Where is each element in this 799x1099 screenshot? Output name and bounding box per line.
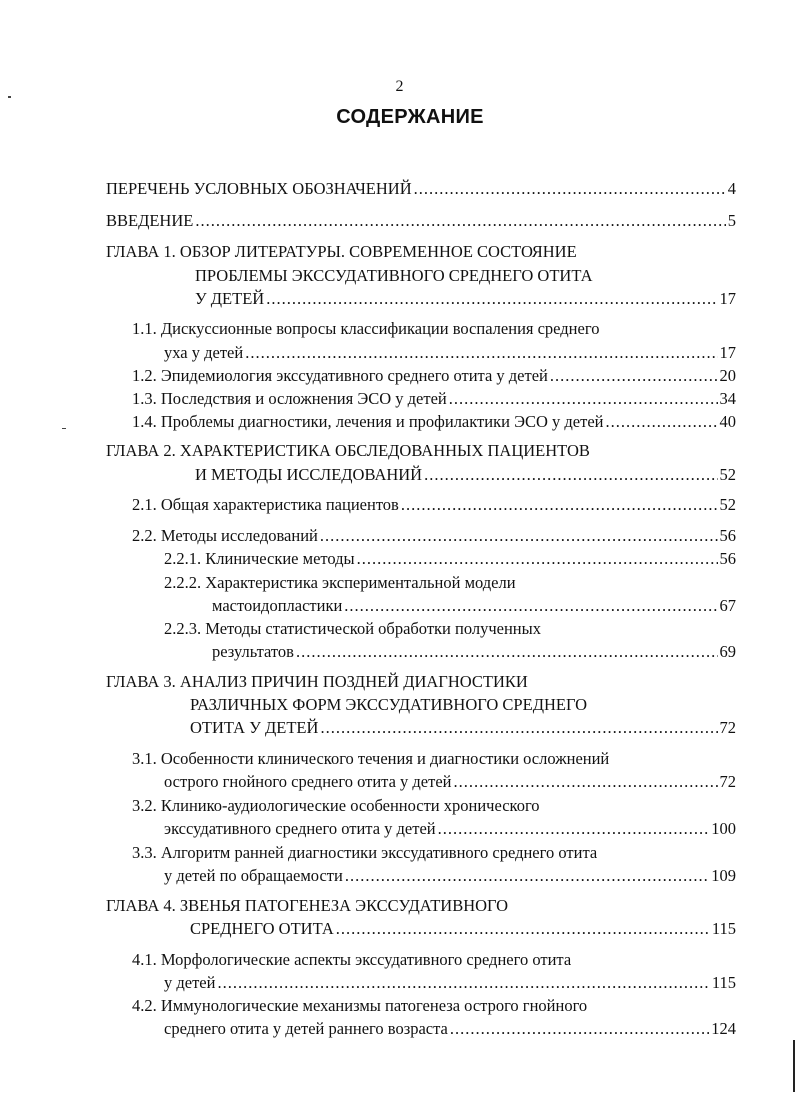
dot-leader [438, 818, 710, 840]
toc-section-2-2-2-line-1: 2.2.2. Характеристика экспериментальной модели [164, 573, 516, 592]
toc-entry-section-2-2-2[interactable]: мастоидопластики ..... 67 [212, 595, 736, 617]
dot-leader [320, 525, 718, 547]
toc-entry-chapter-4[interactable]: СРЕДНЕГО ОТИТА ..... 115 [190, 918, 736, 940]
dot-leader [449, 388, 718, 410]
scan-edge-mark [793, 1040, 795, 1092]
toc-section-3-3-line-1: 3.3. Алгоритм ранней диагностики экссудативного среднего отита [132, 843, 598, 862]
dot-leader [605, 411, 717, 433]
toc-entry-chapter-2[interactable]: И МЕТОДЫ ИССЛЕДОВАНИЙ ..... 52 [195, 464, 736, 486]
dot-leader [401, 494, 718, 516]
dot-leader [320, 717, 717, 739]
toc-section-1-1-line-1: 1.1. Дискуссионные вопросы классификации воспаления среднего [132, 319, 600, 338]
scan-speck [8, 96, 11, 98]
dot-leader [357, 548, 718, 570]
dot-leader [336, 918, 710, 940]
toc-entry-section-3-2[interactable]: экссудативного среднего отита у детей ..... 100 [164, 818, 736, 840]
toc-entry-chapter-1[interactable]: У ДЕТЕЙ ..... 17 [195, 288, 736, 310]
toc-chapter-3-line-2: РАЗЛИЧНЫХ ФОРМ ЭКССУДАТИВНОГО СРЕДНЕГО [190, 695, 587, 714]
toc-section-3-1-line-1: 3.1. Особенности клинического течения и диагностики осложнений [132, 749, 610, 768]
dot-leader [344, 595, 717, 617]
toc-entry-section-2-2-3[interactable]: результатов ..... 69 [212, 641, 736, 663]
toc-entry-section-2-2-1[interactable]: 2.2.1. Клинические методы ..... 56 [164, 548, 736, 570]
toc-chapter-3-line-1: ГЛАВА 3. АНАЛИЗ ПРИЧИН ПОЗДНЕЙ ДИАГНОСТИКИ [106, 672, 528, 691]
dot-leader [550, 365, 718, 387]
toc-section-4-2-line-1: 4.2. Иммунологические механизмы патогенеза острого гнойного [132, 996, 588, 1015]
dot-leader [296, 641, 718, 663]
toc-entry-section-4-1[interactable]: у детей ..... 115 [164, 972, 736, 994]
dot-leader [195, 210, 725, 232]
dot-leader [217, 972, 709, 994]
dot-leader [345, 865, 709, 887]
page-number: 2 [395, 78, 404, 95]
toc-entry-section-1-1[interactable]: уха у детей ..... 17 [164, 342, 736, 364]
toc-entry-introduction[interactable]: ВВЕДЕНИЕ ..... 5 [106, 210, 736, 232]
dot-leader [453, 771, 717, 793]
toc-chapter-2-line-1: ГЛАВА 2. ХАРАКТЕРИСТИКА ОБСЛЕДОВАННЫХ ПАЦИЕНТОВ [106, 441, 590, 460]
dot-leader [266, 288, 717, 310]
page-title: СОДЕРЖАНИЕ [336, 106, 484, 128]
toc-entry-abbreviations[interactable]: ПЕРЕЧЕНЬ УСЛОВНЫХ ОБОЗНАЧЕНИЙ ..... 4 [106, 178, 736, 200]
toc-entry-section-1-3[interactable]: 1.3. Последствия и осложнения ЭСО у детей ..... 34 [132, 388, 736, 410]
toc-section-3-2-line-1: 3.2. Клинико-аудиологические особенности хронического [132, 796, 540, 815]
toc-entry-section-4-2[interactable]: среднего отита у детей раннего возраста ..... 124 [164, 1018, 736, 1040]
toc-section-2-2-3-line-1: 2.2.3. Методы статистической обработки полученных [164, 619, 541, 638]
toc-entry-section-3-3[interactable]: у детей по обращаемости ..... 109 [164, 865, 736, 887]
toc-entry-section-2-1[interactable]: 2.1. Общая характеристика пациентов ..... 52 [132, 494, 736, 516]
toc-entry-section-2-2[interactable]: 2.2. Методы исследований ..... 56 [132, 525, 736, 547]
dot-leader [414, 178, 726, 200]
dot-leader [424, 464, 717, 486]
toc-entry-chapter-3[interactable]: ОТИТА У ДЕТЕЙ ..... 72 [190, 717, 736, 739]
toc-chapter-1-line-2: ПРОБЛЕМЫ ЭКССУДАТИВНОГО СРЕДНЕГО ОТИТА [195, 266, 593, 285]
toc-entry-section-3-1[interactable]: острого гнойного среднего отита у детей ..... 72 [164, 771, 736, 793]
toc-chapter-4-line-1: ГЛАВА 4. ЗВЕНЬЯ ПАТОГЕНЕЗА ЭКССУДАТИВНОГО [106, 896, 509, 915]
scan-speck [62, 428, 66, 429]
toc-entry-section-1-4[interactable]: 1.4. Проблемы диагностики, лечения и профилактики ЭСО у детей ..... 40 [132, 411, 736, 433]
toc-section-4-1-line-1: 4.1. Морфологические аспекты экссудативного среднего отита [132, 950, 572, 969]
dot-leader [450, 1018, 709, 1040]
toc-entry-section-1-2[interactable]: 1.2. Эпидемиология экссудативного среднего отита у детей ..... 20 [132, 365, 736, 387]
toc-chapter-1-line-1: ГЛАВА 1. ОБЗОР ЛИТЕРАТУРЫ. СОВРЕМЕННОЕ СОСТОЯНИЕ [106, 242, 577, 261]
dot-leader [245, 342, 717, 364]
